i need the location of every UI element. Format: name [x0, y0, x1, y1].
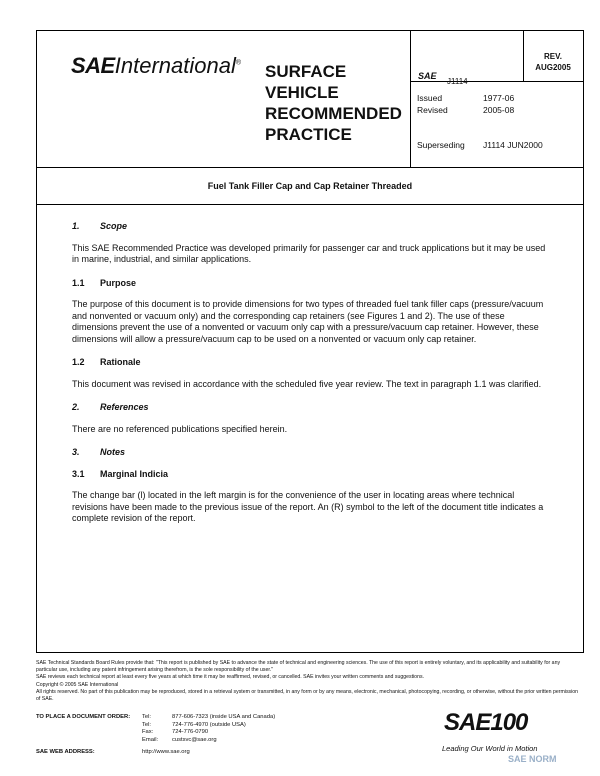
paragraph-rationale: This document was revised in accordance with the scheduled five year review. The text in paragraph 1.1 was clarified.	[72, 378, 542, 389]
document-type-title: SURFACE VEHICLE RECOMMENDED PRACTICE	[265, 62, 402, 144]
section-heading-rationale: 1.2 Rationale	[72, 357, 141, 367]
fax-number: 724-776-0790	[172, 729, 209, 736]
document-number: J1114	[447, 77, 468, 86]
section-heading-marginal-indicia: 3.1 Marginal Indicia	[72, 468, 169, 479]
superseding-label: Superseding	[417, 140, 465, 150]
revised-label: Revised	[417, 105, 448, 115]
footer-review-text: SAE reviews each technical report at least every five years at which time it may be reaffirmed, revised, or cancelled. SAE invites your written comments and suggestions.	[36, 674, 424, 681]
email-address[interactable]: custsvc@sae.org	[172, 736, 217, 743]
order-contact-block: TO PLACE A DOCUMENT ORDER: Tel: 877-606-7323 (inside USA and Canada) Tel: 724-776-4970 (outside USA) Fax: 724-776-0790 Email: custsvc@sae.org	[36, 714, 276, 743]
order-label: TO PLACE A DOCUMENT ORDER:	[36, 714, 131, 720]
issued-value: 1977-06	[483, 93, 515, 103]
header-divider	[410, 31, 411, 167]
paragraph-references: There are no referenced publications specified herein.	[72, 423, 288, 434]
section-heading-references: 2. References	[72, 402, 149, 412]
legal-footer	[36, 660, 582, 703]
document-body	[72, 221, 552, 537]
document-frame	[36, 30, 584, 653]
document-header	[37, 31, 583, 168]
issued-label: Issued	[417, 93, 443, 103]
paragraph-scope: This SAE Recommended Practice was developed primarily for passenger car and truck applications but it may be used in marine, industrial, and similar applications.	[72, 242, 546, 264]
phone-usa: 877-606-7323 (inside USA and Canada)	[172, 714, 276, 720]
document-subject: Fuel Tank Filler Cap and Cap Retainer Threaded	[37, 168, 583, 205]
web-label: SAE WEB ADDRESS:	[36, 749, 95, 755]
sae-small-logo: SAE	[418, 71, 437, 81]
footer-rights-text: All rights reserved. No part of this publication may be reproduced, stored in a retrieval system or transmitted, in any form or by any means, electronic, mechanical, photocopying, recording, or otherwise, without the prior written permission of SAE.	[36, 688, 579, 703]
sae-norm-watermark: SAE NORM	[508, 754, 557, 764]
paragraph-purpose: The purpose of this document is to provide dimensions for two types of threaded fuel tank filler caps (pressure/vacuum and nonvented or vacuum only) and the corresponding cap retainers (see Figures 1 and 2). The use of these dimensions prevent the use of a nonvented or vacuum only cap with a pressure/vacuum cap retainer. However, these dimensions will allow a pressure/vacuum cap to be used on a nonvented or vacuum only cap retainer.	[72, 299, 544, 344]
paragraph-marginal-indicia: The change bar (l) located in the left margin is for the convenience of the user in locating areas where technical revisions have been made to the previous issue of the report. An (R) symbol to the left of the document title indicates a complete revision of the report.	[72, 490, 544, 523]
section-heading-notes: 3. Notes	[72, 447, 126, 457]
revised-value: 2005-08	[483, 105, 515, 115]
sae-100-logo: SAE100	[444, 709, 528, 736]
web-link[interactable]: http://www.sae.org	[142, 749, 190, 755]
footer-copyright: Copyright © 2005 SAE International	[36, 681, 119, 688]
sae-international-logo: SAEInternational®	[71, 53, 242, 78]
section-heading-scope: 1. Scope	[72, 221, 128, 231]
phone-intl: 724-776-4970 (outside USA)	[172, 721, 246, 728]
web-address-row	[36, 749, 190, 755]
superseding-value: J1114 JUN2000	[483, 140, 543, 150]
revision-box: REV. AUG2005	[535, 52, 571, 72]
section-heading-purpose: 1.1 Purpose	[72, 277, 137, 288]
footer-rules-text: SAE Technical Standards Board Rules provide that: "This report is published by SAE to advance the state of technical and engineering sciences. The use of this report is entirely voluntary, and its applicability and suitability for any particular use, including any patent infringement arising therefrom, is the sole responsibility of the user."	[36, 660, 561, 674]
rev-underline	[410, 81, 583, 82]
logo-tagline: Leading Our World in Motion	[442, 744, 538, 753]
